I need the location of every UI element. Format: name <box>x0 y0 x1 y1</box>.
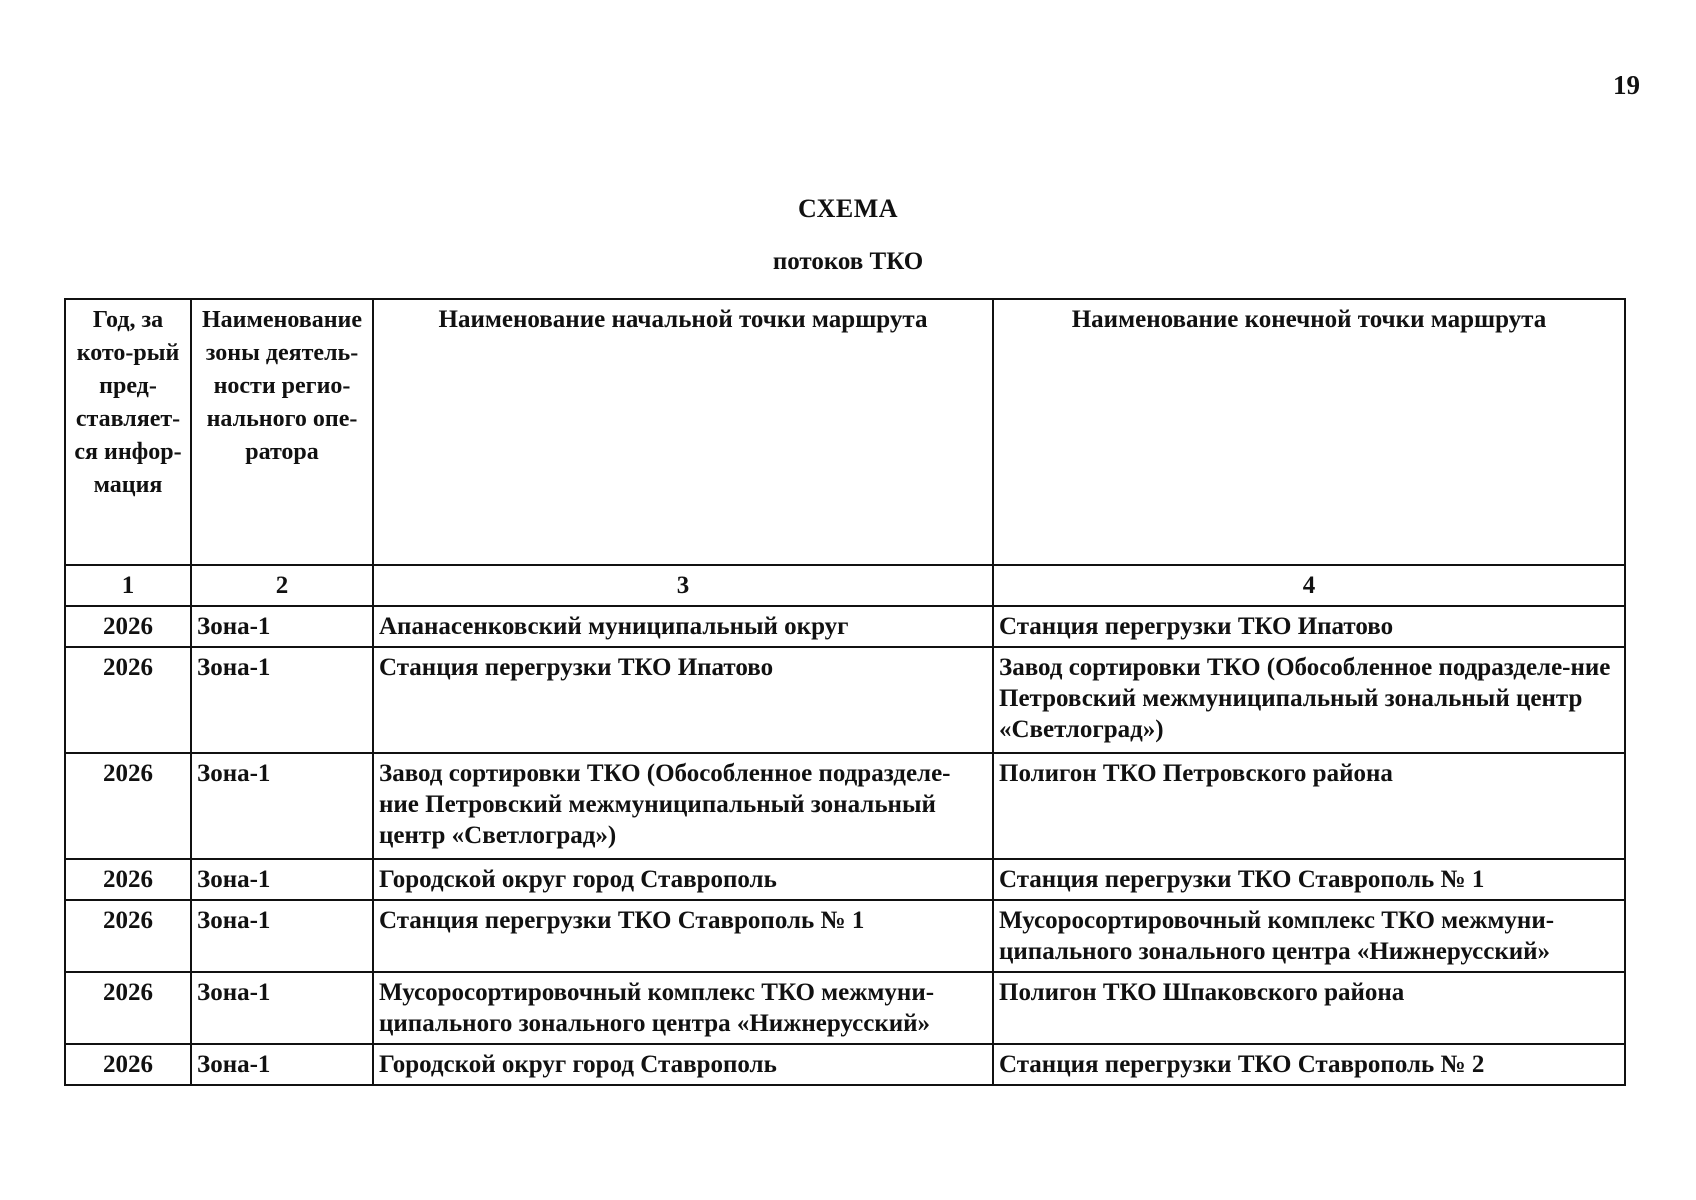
cell-end-point: Мусоросортировочный комплекс ТКО межмуни-ципального зонального центра «Нижнерусский» <box>993 900 1625 972</box>
cell-end-point: Полигон ТКО Шпаковского района <box>993 972 1625 1044</box>
table-row <box>65 859 1625 900</box>
cell-start-point: Апанасенковский муниципальный округ <box>373 606 993 647</box>
cell-start-point: Мусоросортировочный комплекс ТКО межмуни-ципального зонального центра «Нижнерусский» <box>373 972 993 1044</box>
cell-zone: Зона-1 <box>191 606 373 647</box>
header-zone: Наименование зоны деятель-ности регио-нального опе-ратора <box>191 299 373 565</box>
cell-year: 2026 <box>65 753 191 859</box>
cell-year: 2026 <box>65 859 191 900</box>
cell-zone: Зона-1 <box>191 900 373 972</box>
table-row <box>65 753 1625 859</box>
cell-zone: Зона-1 <box>191 647 373 753</box>
cell-zone: Зона-1 <box>191 859 373 900</box>
header-start-point: Наименование начальной точки маршрута <box>373 299 993 565</box>
column-number: 2 <box>191 565 373 606</box>
cell-zone: Зона-1 <box>191 753 373 859</box>
column-number-row <box>65 565 1625 606</box>
table-row <box>65 1044 1625 1085</box>
header-year: Год, за кото-рый пред-ставляет-ся инфор-мация <box>65 299 191 565</box>
column-number: 3 <box>373 565 993 606</box>
cell-end-point: Станция перегрузки ТКО Ставрополь № 2 <box>993 1044 1625 1085</box>
table-row <box>65 647 1625 753</box>
cell-year: 2026 <box>65 972 191 1044</box>
cell-start-point: Завод сортировки ТКО (Обособленное подразделе-ние Петровский межмуниципальный зональный центр «Светлоград») <box>373 753 993 859</box>
cell-end-point: Завод сортировки ТКО (Обособленное подразделе-ние Петровский межмуниципальный зональный центр «Светлоград») <box>993 647 1625 753</box>
cell-year: 2026 <box>65 606 191 647</box>
cell-start-point: Станция перегрузки ТКО Ставрополь № 1 <box>373 900 993 972</box>
document-subtitle: потоков ТКО <box>772 248 924 275</box>
header-row <box>65 299 1625 565</box>
cell-zone: Зона-1 <box>191 972 373 1044</box>
cell-year: 2026 <box>65 900 191 972</box>
page-number: 19 <box>1613 70 1640 100</box>
header-end-point: Наименование конечной точки маршрута <box>993 299 1625 565</box>
cell-end-point: Станция перегрузки ТКО Ипатово <box>993 606 1625 647</box>
document-title: СХЕМА <box>797 194 899 223</box>
cell-end-point: Полигон ТКО Петровского района <box>993 753 1625 859</box>
cell-year: 2026 <box>65 647 191 753</box>
table-row <box>65 972 1625 1044</box>
cell-end-point: Станция перегрузки ТКО Ставрополь № 1 <box>993 859 1625 900</box>
column-number: 1 <box>65 565 191 606</box>
waste-flow-table <box>64 298 1626 1086</box>
table-row <box>65 900 1625 972</box>
cell-start-point: Станция перегрузки ТКО Ипатово <box>373 647 993 753</box>
cell-zone: Зона-1 <box>191 1044 373 1085</box>
column-number: 4 <box>993 565 1625 606</box>
table-row <box>65 606 1625 647</box>
cell-start-point: Городской округ город Ставрополь <box>373 859 993 900</box>
cell-start-point: Городской округ город Ставрополь <box>373 1044 993 1085</box>
cell-year: 2026 <box>65 1044 191 1085</box>
